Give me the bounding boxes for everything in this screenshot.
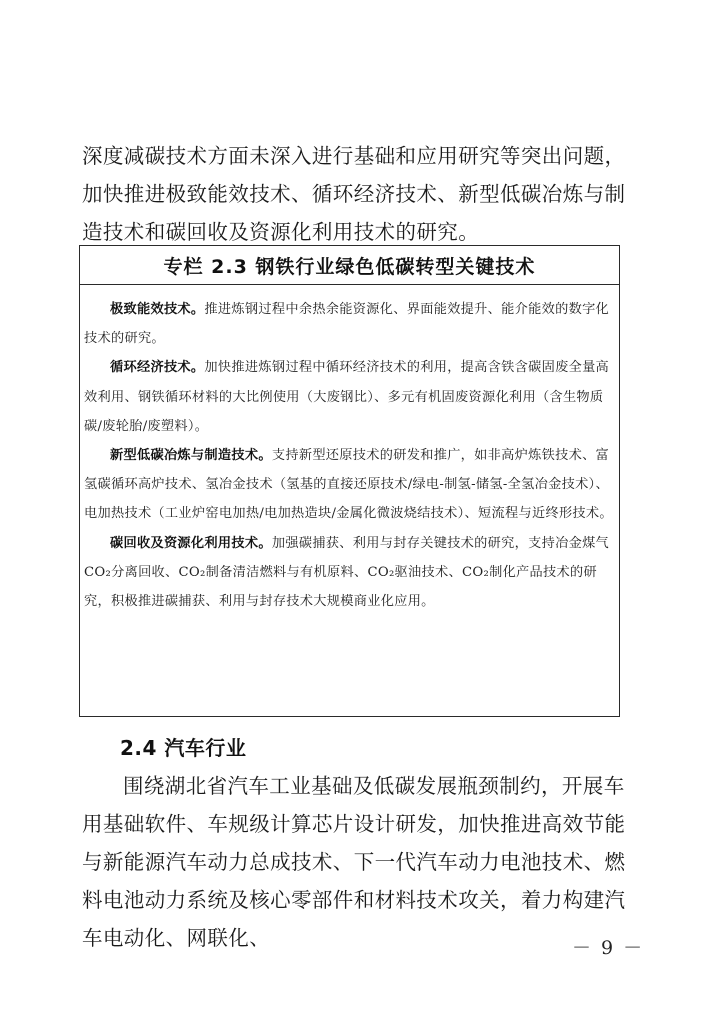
box-item-text: 加快推进炼钢过程中循环经济技术的利用，提高含铁含碳固废全量高效利用、钢铁循环材料的大比例使用（大废钢比）、多元有机固废资源化利用（含生物质碳/废轮胎/废塑料）。 — [84, 360, 610, 434]
box-item-lead: 碳回收及资源化利用技术。 — [110, 535, 272, 551]
box-item-efficiency — [84, 295, 615, 353]
page-number: － 9 － — [572, 937, 645, 959]
box-item-text: 推进炼钢过程中余热余能资源化、界面能效提升、能介能效的数字化技术的研究。 — [84, 302, 610, 347]
box-item-lead: 新型低碳冶炼与制造技术。 — [110, 448, 272, 464]
box-item-text: 加强碳捕获、利用与封存关键技术的研究，支持冶金煤气CO₂分离回收、CO₂制备清洁燃料与有机原料、CO₂驱油技术、CO₂制化产品技术的研究，积极推进碳捕获、利用与封存技术大规模商业化应用。 — [84, 535, 610, 610]
box-item-smelting — [84, 441, 615, 529]
special-column-box — [79, 245, 620, 717]
box-item-text: 支持新型还原技术的研发和推广，如非高炉炼铁技术、富氢碳循环高炉技术、氢冶金技术（氢基的直接还原技术/绿电-制氢-储氢-全氢冶金技术）、电加热技术（工业炉窑电加热/电加热造块/金属化微波烧结技术）、短流程与近终形技术。 — [84, 448, 613, 522]
section-heading-automotive: 2.4 汽车行业 — [120, 736, 247, 760]
box-item-lead: 循环经济技术。 — [110, 360, 205, 376]
special-column-title: 专栏 2.3 钢铁行业绿色低碳转型关键技术 — [80, 246, 619, 285]
special-column-body — [80, 285, 619, 616]
body-paragraph-bottom: 围绕湖北省汽车工业基础及低碳发展瓶颈制约，开展车用基础软件、车规级计算芯片设计研发，加快推进高效节能与新能源汽车动力总成技术、下一代汽车动力电池技术、燃料电池动力系统及核心零部件和材料技术攻关，着力构建汽车电动化、网联化、 — [82, 774, 626, 950]
body-paragraph-top: 深度减碳技术方面未深入进行基础和应用研究等突出问题，加快推进极致能效技术、循环经济技术、新型低碳冶炼与制造技术和碳回收及资源化利用技术的研究。 — [82, 144, 626, 244]
box-item-lead: 极致能效技术。 — [110, 302, 205, 317]
box-item-carbon-capture — [84, 529, 615, 617]
box-item-circular — [84, 353, 615, 441]
